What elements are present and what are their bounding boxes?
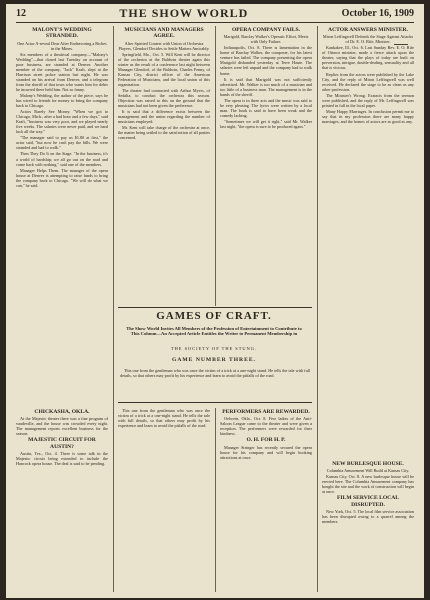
column-1-heading: MALONY'S WEDDING STRANDED. bbox=[32, 27, 92, 40]
lower-left-heading-2: MAJESTIC CIRCUIT FOR AUSTIN? bbox=[28, 437, 96, 450]
column-1-subheading: One Actor A-reveal Dear After Endeavoring a Riches in the Mines. bbox=[17, 40, 107, 51]
column-2 bbox=[118, 26, 210, 304]
column-1-paragraph: Malony's Wedding, the author of the piece, says he has wired to friends for money to bring the company back to Chicago. bbox=[16, 92, 108, 109]
column-1-paragraph: "The manager said to pay us $1.80 at first," the actor said, "but now he can't pay the bills. We were stranded and had to walk." bbox=[16, 135, 108, 151]
column-separator bbox=[317, 26, 318, 592]
column-2-paragraph: Springfield, Mo., Oct. 5. Will Kent will be director of the orchestra at the Baldwin theater again this winter as the result of a conference last night between Manager Glendorf, of the Baldwin, Charles Fenny, of Kansas City, district officer of the American Federation of Musicians, and the local union of this organization. bbox=[118, 51, 210, 87]
newspaper-page bbox=[6, 4, 424, 598]
lower-mid-paragraph: Oelwein, Okla., Oct. 8. Five ladies of the Anti-Saloon League came to the theater and were given a reception. The performers were rewarded for their kindness. bbox=[220, 416, 312, 437]
column-1-paragraph: Then They Do It on the Stage. "In the business, it's a world of hardship; we all go out on the road and come back with nothing," said one of the members. bbox=[16, 151, 108, 167]
lower-mid-heading-2: O. H. FOR H. P. bbox=[246, 437, 286, 444]
column-separator bbox=[215, 408, 216, 592]
column-3-subheading: Marigold, Barclay Walker's Operatic Effort, Meets with Only Failure. bbox=[223, 34, 309, 45]
publication-title: THE SHOW WORLD bbox=[119, 6, 249, 20]
column-3-paragraph: It is said that Marigold was not sufficiently advertised. Mr. Walker is too much of a musician and too little of a business man. The management is in the hands of the sheriff. bbox=[220, 76, 312, 97]
lower-right-heading-2: FILM SERVICE LOCAL DISRUPTED. bbox=[337, 495, 399, 508]
column-3-paragraph: "Sometimes we will get it right," said Mr. Walker last night, "the opera is sure to be produced again." bbox=[220, 118, 312, 129]
lower-left-heading: CHICKASHA, OKLA. bbox=[34, 409, 90, 415]
column-3-paragraph: The opera is in three acts and the music was said to be very pleasing. The lyrics were written by a local man. The book is said to have been weak and the comedy lacking. bbox=[220, 97, 312, 118]
games-intro bbox=[120, 368, 310, 398]
column-separator bbox=[113, 26, 114, 592]
column-3-heading: OPERA COMPANY FAILS. bbox=[231, 27, 301, 33]
lower-right-paragraph-2: New York, Oct. 5. The local film service association has been disrupted owing to a quarrel among the members. bbox=[322, 509, 414, 525]
games-title: GAMES OF CRAFT. bbox=[156, 310, 272, 322]
column-4-heading: ACTOR ANSWERS MINISTER. bbox=[328, 27, 408, 33]
lower-right-column bbox=[322, 460, 414, 592]
handwritten-mark bbox=[394, 36, 408, 45]
games-intro-text: This one from the gentleman who was once the victim of a trick at a one-night stand. He tells the tale with full details, so that others may profit by his experience and learn to avoid the pitfalls of the road. bbox=[120, 368, 310, 379]
games-number: GAME NUMBER THREE. bbox=[172, 357, 256, 363]
column-1-paragraph: Manager Helps Them. The manager of the opera house at Denver is attempting to raise funds to bring the company back to Chicago. "We will do what we can," he said. bbox=[16, 167, 108, 188]
column-4-paragraph: Kankakee, Ill., Oct. 6. Last Sunday Rev. E. O. Rife of Ottawa minister, made a fierce attack upon the theater, saying that the plays of today are built on perversion, intrigue, double-dealing, sensuality and all that is vicious. bbox=[322, 45, 414, 71]
column-4-paragraph: The Minister's Wrong. Extracts from the sermon were published, and the reply of Mr. Leffingwell was printed in full in the local paper. bbox=[322, 92, 414, 108]
lower-left-paragraph: At the Majestic theater there was a fine program of vaudeville, and the house was crowded every night. The management reports excellent business for the season. bbox=[16, 416, 108, 437]
header-rule bbox=[16, 22, 414, 23]
column-1-paragraph: Six members of a theatrical company—"Malony's Wedding"—that closed last Tuesday on account of poor business, are stranded at Denver. Another member of the company, "Jack" Kraft, slept at the Harrison street police station last night. He was stranded on his arrival from Denver, and a telegram from the sheriff of that town who wants him for debts he incurred there held him. Not so funny. bbox=[16, 51, 108, 92]
column-1-paragraph: Actors Rarely See Money. "When we got to Chicago, Mich., after a bad hour and a few days," said Kraft, "business was very poor, and we played nearly five weeks. The salaries were never paid, and we hard luck all the way." bbox=[16, 109, 108, 135]
column-2-heading: MUSICIANS AND MANAGERS AGREE. bbox=[124, 27, 204, 40]
issue-date: October 16, 1909 bbox=[341, 8, 414, 19]
lower-mid-left-paragraph: This one from the gentleman who was once the victim of a trick at a one-night stand. He tells the tale with full details, so that others may profit by his experience and learn to avoid the pitfalls of the road. bbox=[118, 408, 210, 429]
column-4-paragraph: Many Happy Marriages. In conclusion permit me to say that in my profession there are many happy marriages, and the homes of actors are as good as any. bbox=[322, 108, 414, 124]
column-4-subheading: Miron Leffingwell Defends the Stage Against Attacks of Dr. E. O. Rife, Minister. bbox=[322, 34, 414, 45]
page-header bbox=[16, 6, 414, 21]
games-society: THE SOCIETY OF THE STUNG. bbox=[170, 346, 258, 351]
column-1 bbox=[16, 26, 108, 304]
lower-mid-left-column bbox=[118, 408, 210, 592]
column-2-paragraph: It is said that a difference exists between the management and the union regarding the number of musicians employed. bbox=[118, 109, 210, 125]
lower-right-subheading: Columbia Amusement Will Build at Kansas City. bbox=[326, 468, 410, 474]
lower-mid-column bbox=[220, 408, 312, 592]
games-bottom-rule bbox=[118, 402, 312, 403]
column-2-paragraph: Mr. Kent will take charge of the orchestra at once, the matter being settled to the satisfaction of all parties concerned. bbox=[118, 125, 210, 141]
games-subtitle: The Show World Invites All Members of the Profession of Entertainment to Contribute to This Column—An Accepted Article Entitles the Writer to Permanent Membership in bbox=[126, 326, 302, 337]
lower-mid-heading: PERFORMERS ARE REWARDED. bbox=[222, 409, 310, 415]
lower-mid-paragraph-2: Manager Stringer has recently secured the opera house for his company and will begin booking attractions at once. bbox=[220, 444, 312, 460]
column-3-paragraph: Indianapolis, Oct. 8. There is lamentation in the home of Barclay Walker, the composer, for his latest venture has failed. The company presenting the opera Marigold disbanded yesterday at Terre Haute. The salaries were left unpaid and the company had to walk home. bbox=[220, 45, 312, 76]
page-number: 12 bbox=[16, 8, 26, 19]
lower-right-paragraph: Kansas City, Oct. 8. A new burlesque house will be erected here. The Columbia Amusement company has bought the site and the work of construction will begin at once. bbox=[322, 474, 414, 495]
column-2-paragraph: The theater had contracted with Arthur Myers, of Sedalia, to conduct the orchestra this season. Objection was raised to this on the ground that the musicians had not been given the preference. bbox=[118, 87, 210, 109]
games-top-rule bbox=[118, 307, 312, 308]
column-4 bbox=[322, 26, 414, 456]
column-separator bbox=[215, 26, 216, 306]
column-2-subheading: After Spirited Contest with Union of Orchestra Players, Glendorf Decides to Settle Matters Amicably. bbox=[118, 40, 210, 51]
column-3 bbox=[220, 26, 312, 304]
lower-left-column bbox=[16, 408, 108, 592]
lower-right-heading: NEW BURLESQUE HOUSE. bbox=[332, 461, 404, 467]
lower-left-paragraph-2: Austin, Tex., Oct. 4. There is some talk in the Majestic circuit being extended to include the Hancock opera house. The deal is said to be pending. bbox=[16, 451, 108, 467]
column-4-paragraph: Replies from the actors were published by the Lake City, and the reply of Miron Leffingwell was well received. He declared the stage to be as clean as any other profession. bbox=[322, 71, 414, 92]
